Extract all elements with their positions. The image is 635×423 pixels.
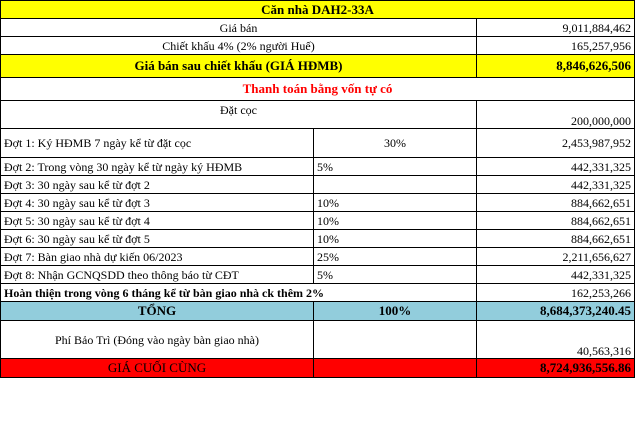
price-label: Giá bán <box>1 19 477 37</box>
installment-row <box>1 194 635 212</box>
installment-label: Đợt 8: Nhận GCNQSDD theo thông báo từ CĐT <box>1 266 314 284</box>
installment-row <box>1 212 635 230</box>
net-price-label: Giá bán sau chiết khấu (GIÁ HĐMB) <box>1 55 477 78</box>
installment-value: 2,211,656,627 <box>477 248 635 266</box>
installment-value: 442,331,325 <box>477 266 635 284</box>
installment-value: 884,662,651 <box>477 230 635 248</box>
final-row <box>1 359 635 378</box>
total-row <box>1 302 635 321</box>
maintenance-value: 40,563,316 <box>477 321 635 359</box>
installment-pct: 5% <box>314 158 477 176</box>
section-row <box>1 78 635 101</box>
completion-value: 162,253,266 <box>477 284 635 302</box>
installment-label: Đợt 4: 30 ngày sau kể từ đợt 3 <box>1 194 314 212</box>
section-title: Thanh toán bằng vốn tự có <box>1 78 635 101</box>
installment-pct: 5% <box>314 266 477 284</box>
price-row <box>1 19 635 37</box>
installment-label: Đợt 1: Ký HĐMB 7 ngày kể từ đặt cọc <box>1 129 314 158</box>
installment-label: Đợt 7: Bàn giao nhà dự kiến 06/2023 <box>1 248 314 266</box>
installment-value: 442,331,325 <box>477 176 635 194</box>
maintenance-label: Phí Bảo Trì (Đóng vào ngày bàn giao nhà) <box>1 321 314 359</box>
price-value: 9,011,884,462 <box>477 19 635 37</box>
installment-label: Đợt 2: Trong vòng 30 ngày kể từ ngày ký HĐMB <box>1 158 314 176</box>
net-price-row <box>1 55 635 78</box>
installment-pct: 10% <box>314 230 477 248</box>
discount-label: Chiết khấu 4% (2% người Huế) <box>1 37 477 55</box>
total-value: 8,684,373,240.45 <box>477 302 635 321</box>
installment-row <box>1 158 635 176</box>
installment-row <box>1 248 635 266</box>
deposit-label: Đặt cọc <box>1 101 477 129</box>
deposit-value: 200,000,000 <box>477 101 635 129</box>
installment-value: 2,453,987,952 <box>477 129 635 158</box>
installment-pct: 30% <box>314 129 477 158</box>
installment-pct: 10% <box>314 194 477 212</box>
sheet-title: Căn nhà DAH2-33A <box>1 1 635 19</box>
installment-pct <box>314 176 477 194</box>
completion-row <box>1 284 635 302</box>
installment-value: 884,662,651 <box>477 194 635 212</box>
installment-row <box>1 129 635 158</box>
installment-row <box>1 176 635 194</box>
final-value: 8,724,936,556.86 <box>477 359 635 378</box>
installment-pct: 25% <box>314 248 477 266</box>
installment-value: 884,662,651 <box>477 212 635 230</box>
title-row <box>1 1 635 19</box>
installment-label: Đợt 5: 30 ngày sau kể từ đợt 4 <box>1 212 314 230</box>
installment-row <box>1 266 635 284</box>
completion-label: Hoàn thiện trong vòng 6 tháng kể từ bàn giao nhà ck thêm 2% <box>1 284 477 302</box>
total-pct: 100% <box>314 302 477 321</box>
installment-value: 442,331,325 <box>477 158 635 176</box>
discount-row <box>1 37 635 55</box>
installment-row <box>1 230 635 248</box>
net-price-value: 8,846,626,506 <box>477 55 635 78</box>
final-label: GIÁ CUỐI CÙNG <box>1 359 314 378</box>
installment-pct: 10% <box>314 212 477 230</box>
maintenance-empty-cell <box>314 321 477 359</box>
total-label: TỔNG <box>1 302 314 321</box>
installment-label: Đợt 6: 30 ngày sau kể từ đợt 5 <box>1 230 314 248</box>
installment-label: Đợt 3: 30 ngày sau kể từ đợt 2 <box>1 176 314 194</box>
maintenance-row <box>1 321 635 359</box>
final-empty-cell <box>314 359 477 378</box>
discount-value: 165,257,956 <box>477 37 635 55</box>
deposit-row <box>1 101 635 129</box>
